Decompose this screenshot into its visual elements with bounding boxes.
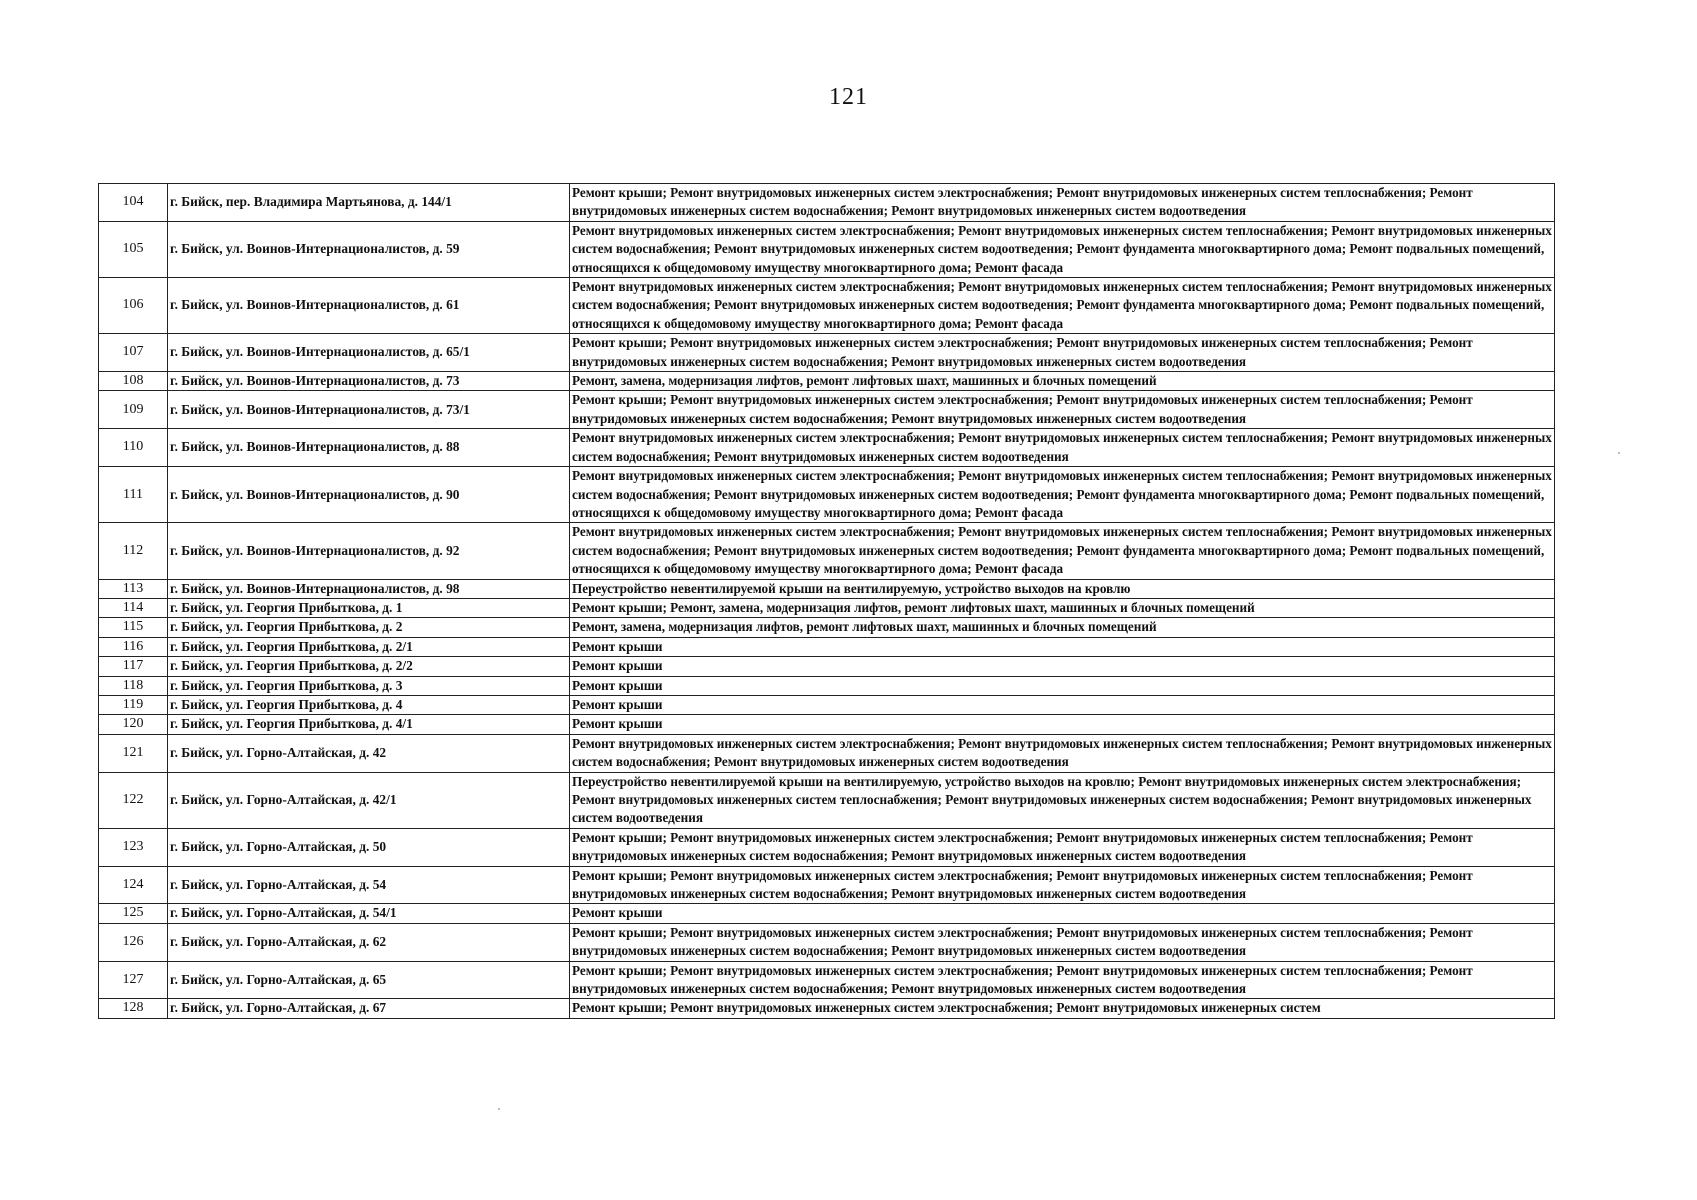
table-row [99,467,1555,523]
row-works: Ремонт крыши; Ремонт внутридомовых инженерных систем электроснабжения; Ремонт внутридомовых инженерных систем теплоснабжения; Ремонт внутридомовых инженерных систем водоснабжения; Ремонт внутридомовых инженерных систем водоотведения [570,391,1555,429]
table-row [99,695,1555,714]
table-row [99,828,1555,866]
row-address: г. Бийск, ул. Горно-Алтайская, д. 54/1 [168,904,570,923]
table-row [99,923,1555,961]
row-works: Ремонт внутридомовых инженерных систем электроснабжения; Ремонт внутридомовых инженерных систем теплоснабжения; Ремонт внутридомовых инженерных систем водоснабжения; Ремонт внутридомовых инженерных систем водоотведения [570,429,1555,467]
row-address: г. Бийск, ул. Горно-Алтайская, д. 67 [168,999,570,1018]
row-address: г. Бийск, ул. Горно-Алтайская, д. 50 [168,828,570,866]
table-row [99,598,1555,617]
table-body [99,184,1555,1019]
row-number: 121 [99,734,168,772]
row-number: 118 [99,676,168,695]
row-works: Ремонт крыши; Ремонт, замена, модернизация лифтов, ремонт лифтовых шахт, машинных и блочных помещений [570,598,1555,617]
row-address: г. Бийск, ул. Горно-Алтайская, д. 65 [168,961,570,999]
row-works: Ремонт внутридомовых инженерных систем электроснабжения; Ремонт внутридомовых инженерных систем теплоснабжения; Ремонт внутридомовых инженерных систем водоснабжения; Ремонт внутридомовых инженерных систем водоотведения; Ремонт фундамента многоквартирного дома; Ремонт подвальных помещений, относящихся к общедомовому имуществу многоквартирного дома; Ремонт фасада [570,221,1555,277]
table-row [99,618,1555,637]
row-number: 114 [99,598,168,617]
row-works: Ремонт крыши; Ремонт внутридомовых инженерных систем электроснабжения; Ремонт внутридомовых инженерных систем теплоснабжения; Ремонт внутридомовых инженерных систем водоснабжения; Ремонт внутридомовых инженерных систем водоотведения [570,828,1555,866]
row-works: Ремонт, замена, модернизация лифтов, ремонт лифтовых шахт, машинных и блочных помещений [570,372,1555,391]
row-number: 125 [99,904,168,923]
table-row [99,999,1555,1018]
row-address: г. Бийск, ул. Воинов-Интернационалистов, д. 98 [168,579,570,598]
scan-speck [498,1108,500,1110]
row-address: г. Бийск, ул. Воинов-Интернационалистов, д. 73/1 [168,391,570,429]
row-number: 117 [99,657,168,676]
row-address: г. Бийск, ул. Горно-Алтайская, д. 54 [168,866,570,904]
table-row [99,961,1555,999]
row-address: г. Бийск, ул. Георгия Прибыткова, д. 2/1 [168,637,570,656]
row-works: Ремонт крыши; Ремонт внутридомовых инженерных систем электроснабжения; Ремонт внутридомовых инженерных систем теплоснабжения; Ремонт внутридомовых инженерных систем водоснабжения; Ремонт внутридомовых инженерных систем водоотведения [570,334,1555,372]
row-number: 120 [99,715,168,734]
row-works: Ремонт крыши [570,904,1555,923]
table-row [99,715,1555,734]
row-address: г. Бийск, ул. Горно-Алтайская, д. 62 [168,923,570,961]
table-row [99,579,1555,598]
table-row [99,278,1555,334]
row-number: 122 [99,772,168,828]
row-number: 106 [99,278,168,334]
row-address: г. Бийск, ул. Воинов-Интернационалистов, д. 65/1 [168,334,570,372]
row-works: Ремонт крыши [570,657,1555,676]
row-number: 109 [99,391,168,429]
scan-speck [1618,452,1620,454]
table-row [99,637,1555,656]
table-row [99,184,1555,222]
row-address: г. Бийск, ул. Георгия Прибыткова, д. 4 [168,695,570,714]
row-works: Переустройство невентилируемой крыши на вентилируемую, устройство выходов на кровлю [570,579,1555,598]
row-number: 123 [99,828,168,866]
row-works: Ремонт крыши [570,637,1555,656]
row-works: Ремонт крыши; Ремонт внутридомовых инженерных систем электроснабжения; Ремонт внутридомовых инженерных систем теплоснабжения; Ремонт внутридомовых инженерных систем водоснабжения; Ремонт внутридомовых инженерных систем водоотведения [570,184,1555,222]
row-works: Ремонт крыши [570,695,1555,714]
row-number: 127 [99,961,168,999]
row-number: 115 [99,618,168,637]
row-number: 124 [99,866,168,904]
row-number: 110 [99,429,168,467]
row-number: 113 [99,579,168,598]
row-number: 112 [99,523,168,579]
row-number: 108 [99,372,168,391]
row-address: г. Бийск, ул. Воинов-Интернационалистов, д. 61 [168,278,570,334]
row-address: г. Бийск, ул. Воинов-Интернационалистов, д. 92 [168,523,570,579]
row-works: Ремонт внутридомовых инженерных систем электроснабжения; Ремонт внутридомовых инженерных систем теплоснабжения; Ремонт внутридомовых инженерных систем водоснабжения; Ремонт внутридомовых инженерных систем водоотведения; Ремонт фундамента многоквартирного дома; Ремонт подвальных помещений, относящихся к общедомовому имуществу многоквартирного дома; Ремонт фасада [570,523,1555,579]
row-number: 126 [99,923,168,961]
row-address: г. Бийск, ул. Горно-Алтайская, д. 42 [168,734,570,772]
table-row [99,523,1555,579]
row-address: г. Бийск, ул. Георгия Прибыткова, д. 2/2 [168,657,570,676]
row-address: г. Бийск, ул. Горно-Алтайская, д. 42/1 [168,772,570,828]
table-row [99,334,1555,372]
row-address: г. Бийск, ул. Георгия Прибыткова, д. 3 [168,676,570,695]
row-works: Ремонт крыши; Ремонт внутридомовых инженерных систем электроснабжения; Ремонт внутридомовых инженерных систем теплоснабжения; Ремонт внутридомовых инженерных систем водоснабжения; Ремонт внутридомовых инженерных систем водоотведения [570,961,1555,999]
row-address: г. Бийск, ул. Воинов-Интернационалистов, д. 73 [168,372,570,391]
table-row [99,221,1555,277]
row-works: Переустройство невентилируемой крыши на вентилируемую, устройство выходов на кровлю; Ремонт внутридомовых инженерных систем электроснабжения; Ремонт внутридомовых инженерных систем теплоснабжения; Ремонт внутридомовых инженерных систем водоснабжения; Ремонт внутридомовых инженерных систем водоотведения [570,772,1555,828]
row-number: 116 [99,637,168,656]
row-number: 105 [99,221,168,277]
table-row [99,391,1555,429]
row-works: Ремонт внутридомовых инженерных систем электроснабжения; Ремонт внутридомовых инженерных систем теплоснабжения; Ремонт внутридомовых инженерных систем водоснабжения; Ремонт внутридомовых инженерных систем водоотведения; Ремонт фундамента многоквартирного дома; Ремонт подвальных помещений, относящихся к общедомовому имуществу многоквартирного дома; Ремонт фасада [570,278,1555,334]
table-row [99,372,1555,391]
table-row [99,734,1555,772]
table-row [99,772,1555,828]
row-number: 128 [99,999,168,1018]
row-works: Ремонт крыши; Ремонт внутридомовых инженерных систем электроснабжения; Ремонт внутридомовых инженерных систем теплоснабжения; Ремонт внутридомовых инженерных систем водоснабжения; Ремонт внутридомовых инженерных систем водоотведения [570,866,1555,904]
row-address: г. Бийск, пер. Владимира Мартьянова, д. 144/1 [168,184,570,222]
row-address: г. Бийск, ул. Воинов-Интернационалистов, д. 88 [168,429,570,467]
table-row [99,429,1555,467]
row-number: 107 [99,334,168,372]
row-number: 119 [99,695,168,714]
housing-repair-table [98,183,1555,1019]
table-row [99,657,1555,676]
page-number: 121 [829,84,868,110]
table-row [99,904,1555,923]
row-works: Ремонт внутридомовых инженерных систем электроснабжения; Ремонт внутридомовых инженерных систем теплоснабжения; Ремонт внутридомовых инженерных систем водоснабжения; Ремонт внутридомовых инженерных систем водоотведения [570,734,1555,772]
table-row [99,676,1555,695]
row-address: г. Бийск, ул. Георгия Прибыткова, д. 4/1 [168,715,570,734]
table-row [99,866,1555,904]
row-address: г. Бийск, ул. Георгия Прибыткова, д. 2 [168,618,570,637]
row-address: г. Бийск, ул. Воинов-Интернационалистов, д. 59 [168,221,570,277]
row-works: Ремонт крыши; Ремонт внутридомовых инженерных систем электроснабжения; Ремонт внутридомовых инженерных систем теплоснабжения; Ремонт внутридомовых инженерных систем водоснабжения; Ремонт внутридомовых инженерных систем водоотведения [570,923,1555,961]
row-address: г. Бийск, ул. Георгия Прибыткова, д. 1 [168,598,570,617]
row-works: Ремонт внутридомовых инженерных систем электроснабжения; Ремонт внутридомовых инженерных систем теплоснабжения; Ремонт внутридомовых инженерных систем водоснабжения; Ремонт внутридомовых инженерных систем водоотведения; Ремонт фундамента многоквартирного дома; Ремонт подвальных помещений, относящихся к общедомовому имуществу многоквартирного дома; Ремонт фасада [570,467,1555,523]
row-number: 104 [99,184,168,222]
row-works: Ремонт крыши; Ремонт внутридомовых инженерных систем электроснабжения; Ремонт внутридомовых инженерных систем [570,999,1555,1018]
row-address: г. Бийск, ул. Воинов-Интернационалистов, д. 90 [168,467,570,523]
row-works: Ремонт крыши [570,715,1555,734]
row-works: Ремонт крыши [570,676,1555,695]
row-works: Ремонт, замена, модернизация лифтов, ремонт лифтовых шахт, машинных и блочных помещений [570,618,1555,637]
row-number: 111 [99,467,168,523]
